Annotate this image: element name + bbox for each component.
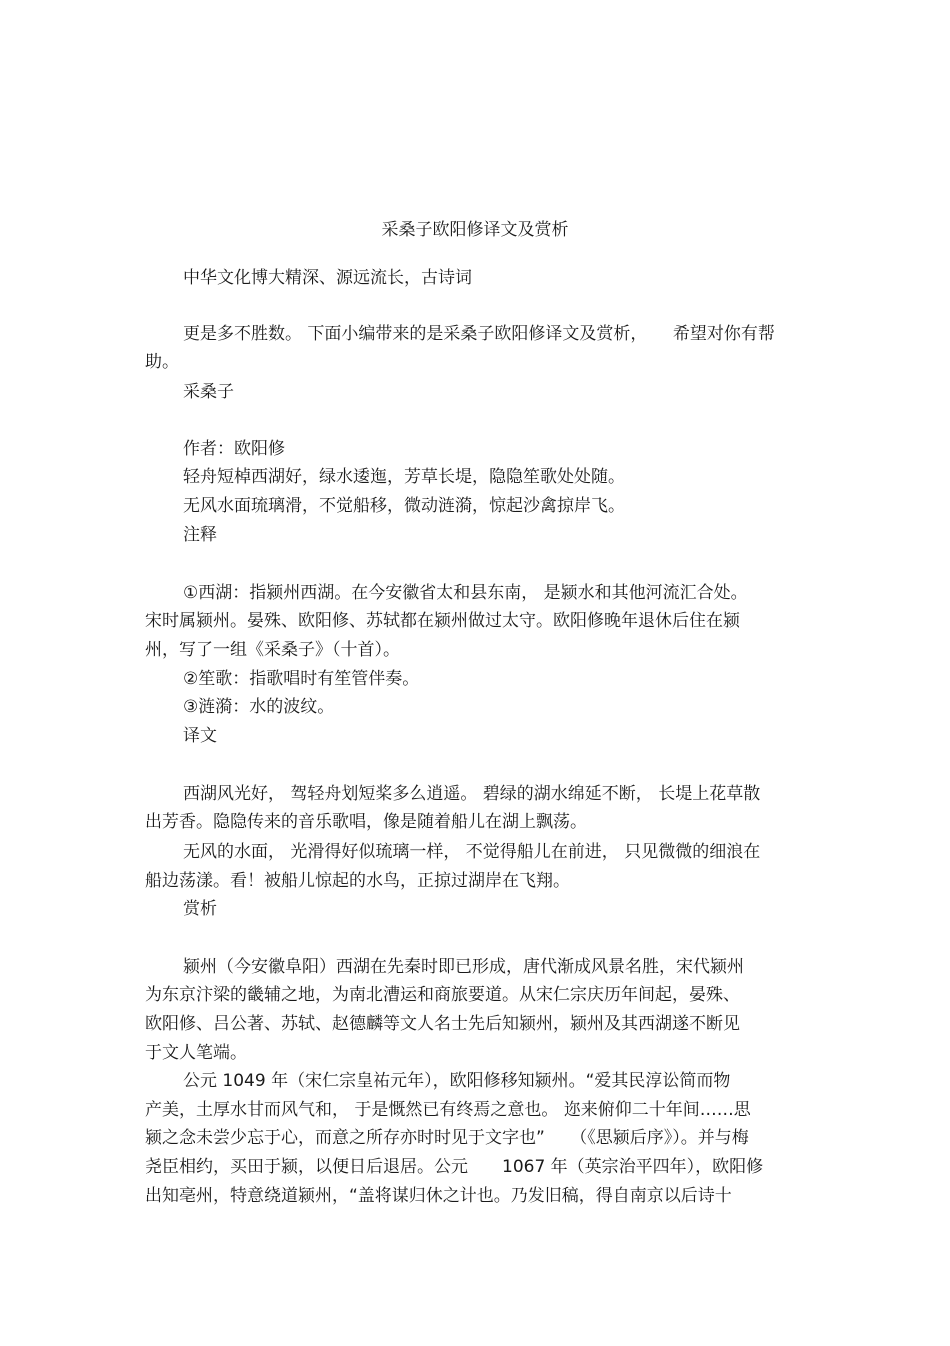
appreciation-line: 欧阳修、吕公著、苏轼、赵德麟等文人名士先后知颍州，颍州及其西湖遂不断见 (145, 1014, 740, 1034)
appreciation-line: 于文人笔端。 (145, 1043, 247, 1063)
translation-line: 西湖风光好， 驾轻舟划短桨多么逍遥。 碧绿的湖水绵延不断， 长堤上花草散 (183, 784, 761, 804)
appreciation-line: 颍之念未尝少忘于心，而意之所存亦时时见于文字也” （《思颍后序》）。并与梅 (145, 1128, 749, 1148)
paragraph-line: 更是多不胜数。 下面小编带来的是采桑子欧阳修译文及赏析， 希望对你有帮 (183, 324, 775, 344)
appreciation-line: 出知亳州，特意绕道颍州，“盖将谋归休之计也。乃发旧稿，得自南京以后诗十 (145, 1186, 732, 1206)
annotation-line: 宋时属颍州。晏殊、欧阳修、苏轼都在颍州做过太守。欧阳修晚年退休后住在颍 (145, 611, 740, 631)
paragraph-line: 助。 (145, 352, 179, 372)
paragraph-line: 中华文化博大精深、源远流长，古诗词 (183, 268, 472, 288)
translation-line: 无风的水面， 光滑得好似琉璃一样， 不觉得船儿在前进， 只见微微的细浪在 (183, 842, 761, 862)
poem-line: 轻舟短棹西湖好，绿水逶迤，芳草长堤，隐隐笙歌处处随。 (183, 467, 625, 487)
section-heading: 译文 (183, 726, 217, 746)
translation-line: 船边荡漾。看！被船儿惊起的水鸟，正掠过湖岸在飞翔。 (145, 871, 570, 891)
appreciation-line: 为东京汴梁的畿辅之地，为南北漕运和商旅要道。从宋仁宗庆历年间起，晏殊、 (145, 985, 740, 1005)
appreciation-line: 尧臣相约，买田于颍，以便日后退居。公元 1067 年（英宗治平四年），欧阳修 (145, 1157, 764, 1177)
appreciation-line: 公元 1049 年（宋仁宗皇祐元年），欧阳修移知颍州。“爱其民淳讼简而物 (183, 1071, 731, 1091)
appreciation-line: 颍州（今安徽阜阳）西湖在先秦时即已形成，唐代渐成风景名胜，宋代颍州 (183, 957, 744, 977)
annotation-line: 州，写了一组《采桑子》（十首）。 (145, 640, 400, 660)
author-line: 作者：欧阳修 (183, 439, 285, 459)
poem-line: 无风水面琉璃滑，不觉船移，微动涟漪，惊起沙禽掠岸飞。 (183, 496, 625, 516)
appreciation-line: 产美，土厚水甘而风气和， 于是慨然已有终焉之意也。 迩来俯仰二十年间……思 (145, 1100, 751, 1120)
section-heading: 赏析 (183, 899, 217, 919)
annotation-line: ③涟漪：水的波纹。 (183, 697, 335, 717)
section-heading: 采桑子 (183, 382, 234, 402)
annotation-line: ②笙歌：指歌唱时有笙管伴奏。 (183, 669, 420, 689)
section-heading: 注释 (183, 525, 217, 545)
document-title: 采桑子欧阳修译文及赏析 (381, 220, 569, 240)
annotation-line: ①西湖：指颍州西湖。在今安徽省太和县东南， 是颍水和其他河流汇合处。 (183, 583, 748, 603)
translation-line: 出芳香。隐隐传来的音乐歌唱，像是随着船儿在湖上飘荡。 (145, 812, 587, 832)
